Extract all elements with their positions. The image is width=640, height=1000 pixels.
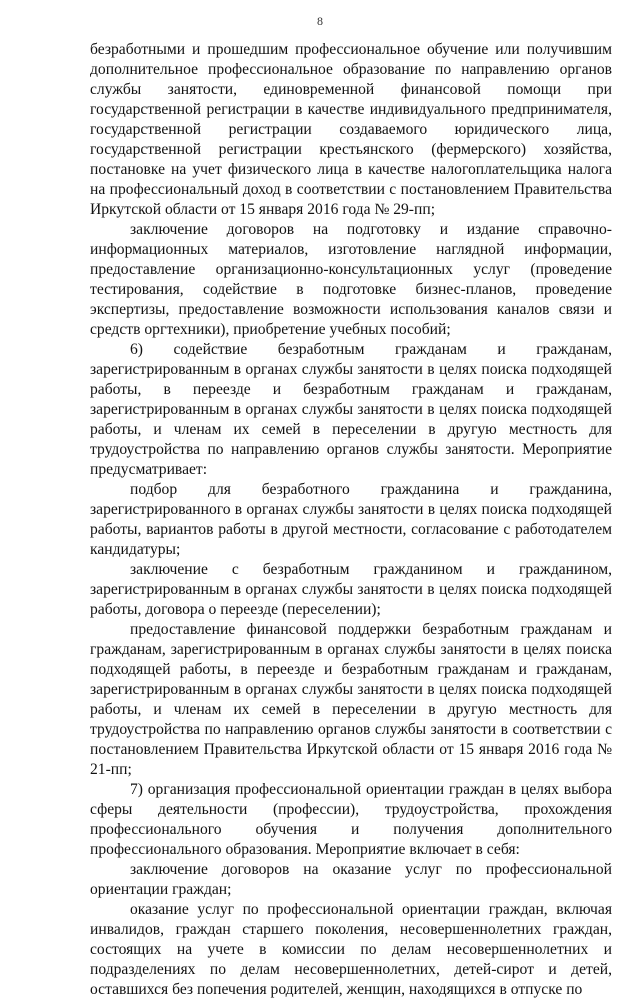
paragraph: заключение с безработным гражданином и гражданином, зарегистрированным в органах службы занятости в целях поиска подходящей работы, договора о переезде (переселении); xyxy=(90,561,612,618)
paragraph: заключение договоров на подготовку и издание справочно-информационных материалов, изготовление наглядной информации, предоставление организационно-консультационных услуг (проведение тестирования, содействие в подготовке бизнес-планов, проведение экспертизы, предоставление возможности использования каналов связи и средств оргтехники), приобретение учебных пособий; xyxy=(90,221,612,338)
paragraph: подбор для безработного гражданина и гражданина, зарегистрированного в органах службы занятости в целях поиска подходящей работы, вариантов работы в другой местности, согласование с работодателем кандидатуры; xyxy=(90,481,612,558)
paragraph: 7) организация профессиональной ориентации граждан в целях выбора сферы деятельности (профессии), трудоустройства, прохождения профессионального обучения и получения дополнительного профессионального образования. Мероприятие включает в себя: xyxy=(90,781,612,858)
paragraph: безработными и прошедшим профессиональное обучение или получившим дополнительное профессиональное образование по направлению органов службы занятости, единовременной финансовой помощи при государственной регистрации в качестве индивидуального предпринимателя, государственной регистрации создаваемого юридического лица, государственной регистрации крестьянского (фермерского) хозяйства, постановке на учет физического лица в качестве налогоплательщика налога на профессиональный доход в соответствии с постановлением Правительства Иркутской области от 15 января 2016 года № 29-пп; xyxy=(90,41,612,218)
paragraph: предоставление финансовой поддержки безработным гражданам и гражданам, зарегистрированным в органах службы занятости в целях поиска подходящей работы, в переезде и безработным гражданам и гражданам, зарегистрированным в органах службы занятости в целях поиска подходящей работы, и членам их семей в переселении в другую местность для трудоустройства по направлению органов службы занятости в соответствии с постановлением Правительства Иркутской области от 15 января 2016 года № 21-пп; xyxy=(90,621,612,778)
document-body xyxy=(90,40,612,1000)
paragraph: оказание услуг по профессиональной ориентации граждан, включая инвалидов, граждан старшего поколения, несовершеннолетних граждан, состоящих на учете в комиссии по делам несовершеннолетних и подразделениях по делам несовершеннолетних, детей-сирот и детей, оставшихся без попечения родителей, женщин, находящихся в отпуске по xyxy=(90,901,612,998)
paragraph: заключение договоров на оказание услуг по профессиональной ориентации граждан; xyxy=(90,861,612,898)
paragraph: 6) содействие безработным гражданам и гражданам, зарегистрированным в органах службы занятости в целях поиска подходящей работы, в переезде и безработным гражданам и гражданам, зарегистрированным в органах службы занятости в целях поиска подходящей работы, и членам их семей в переселении в другую местность для трудоустройства по направлению органов службы занятости. Мероприятие предусматривает: xyxy=(90,341,612,478)
page-number: 8 xyxy=(317,14,323,28)
